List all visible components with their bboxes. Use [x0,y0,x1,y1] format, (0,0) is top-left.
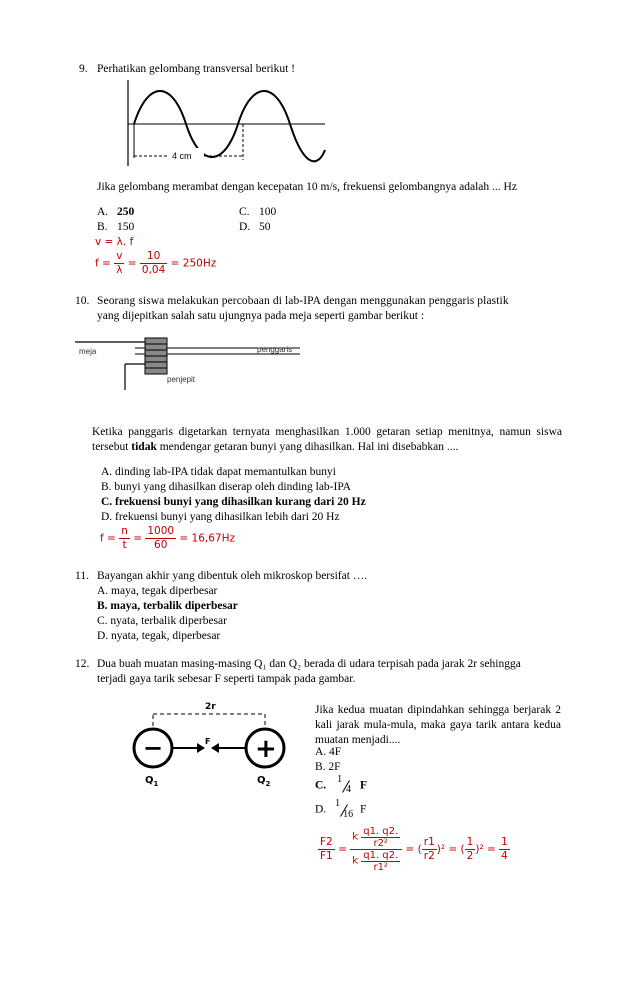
q10-sol-den1: t [122,539,127,551]
q10-para-b: mendengar getaran bunyi yang dihasilkan. Hal ini disebabkan .... [156,441,459,453]
q9-sol-f: f = [95,257,111,270]
q12-sol-r1: r1 [423,836,435,848]
q12-fig-minus: − [143,734,164,762]
q12-option-c [315,776,367,798]
q9-title: Perhatikan gelombang transversal berikut ! [97,63,295,75]
q10-option-c: C. frekuensi bunyi yang dihasilkan kurang dari 20 Hz [101,496,366,508]
q10-sol-num1: n [121,525,128,537]
q9-sol-num2: 10 [140,250,167,264]
q10-line2: yang dijepitkan salah satu ujungnya pada meja seperti gambar berikut : [97,310,425,322]
q10-sol-num2: 1000 [147,525,175,537]
q12-sol-r-top: r2² [373,838,388,849]
q11-number: 11. [75,570,89,582]
q12-fig-F: F [205,737,211,746]
q11-title: Bayangan akhir yang dibentuk oleh mikroskop bersifat …. [97,570,368,582]
q12-sol-r-bot: r1² [373,862,388,873]
q10-sol-eq: = [133,532,142,545]
q12-sol-q-top: q1. q2. [363,826,399,837]
q11-option-c: C. nyata, terbalik diperbesar [97,615,227,627]
q9-solution-formula [95,250,216,278]
q10-sol-f: f = [100,532,116,545]
q12-number: 12. [75,658,90,670]
q10-fig-penggaris: penggaris [257,345,293,354]
q9-option-c-value: 100 [259,206,277,218]
q12-option-a: A. 4F [315,746,342,758]
q10-para-a: Ketika panggaris digetarkan ternyata menghasilkan 1.000 getaran setiap menitnya, namun siswa tersebut [92,426,562,453]
q9-figure-label: 4 cm [172,151,192,161]
q10-fig-penjepit: penjepit [167,375,196,384]
q9-option-b-value: 150 [117,221,135,233]
q12-option-b: B. 2F [315,761,341,773]
q12-fig-plus: + [255,734,277,764]
q12-line1: Dua buah muatan masing-masing Q₁ dan Q₂ berada di udara terpisah pada jarak 2r sehingga [97,658,521,670]
q12-fig-Q2: $Q_2$ [257,775,271,788]
q12-optd-den: 16 [343,809,354,820]
q9-sol-eq: = [127,257,137,270]
q12-sol-2a: 2 [466,850,474,862]
q9-question-text: Jika gelombang merambat dengan kecepatan 10 m/s, frekuensi gelombangnya adalah ... Hz [97,181,517,193]
q10-line1: Seorang siswa melakukan percobaan di lab-IPA dengan menggunakan penggaris plastik [97,295,509,307]
q12-sol-k-top: k [352,831,359,843]
q12-optd-F: F [359,803,367,816]
q12-sol-eq: = [338,843,347,856]
q9-option-a-value: 250 [117,206,135,218]
q12-sol-k-bot: k [352,855,359,867]
q9-number: 9. [79,63,88,75]
q12-sol-4b: 4 [501,850,508,862]
q10-sol-den2: 60 [154,539,168,551]
q12-sol-q-bot: q1. q2. [363,850,399,861]
q10-option-a: A. dinding lab-IPA tidak dapat memantulkan bunyi [101,466,336,478]
q10-number: 10. [75,295,90,307]
q11-option-a: A. maya, tegak diperbesar [97,585,218,597]
q10-option-b: B. bunyi yang dihasilkan diserap oleh dinding lab-IPA [101,481,351,493]
q12-solution-formula [318,826,510,880]
q12-optc-num: 1 [337,774,343,785]
q9-sol-result: = 250Hz [170,257,217,270]
q12-sol-r2: r2 [423,850,435,862]
q12-optc-F: F [359,779,367,792]
q10-paragraph [92,425,562,455]
q9-sol-num1: v [116,250,123,262]
q9-wave-figure [120,78,330,170]
q12-sol-sq2: )² = [475,843,496,856]
q9-sol-den2: 0,04 [141,264,166,276]
q12-optd-num: 1 [335,798,341,809]
q12-sol-F1: F1 [320,850,333,862]
q12-right-text: Jika kedua muatan dipindahkan sehingga berjarak 2 kali jarak mula-mula, maka gaya tarik antara kedua muatan menjadi.... [315,704,561,746]
q12-sol-eq2: = ( [405,843,422,856]
q9-sol-den1: λ [116,264,123,276]
q12-optd-label: D. [315,803,327,816]
q11-option-d: D. nyata, tegak, diperbesar [97,630,221,642]
q12-option-d [315,800,366,822]
q10-solution-formula [100,525,235,553]
q9-solution-line1: v = λ. f [95,236,134,248]
q11-option-b: B. maya, terbalik diperbesar [97,600,238,612]
q9-option-c-label: C. [239,206,250,218]
q12-optc-label: C. [315,779,327,792]
q9-option-d-label: D. [239,221,251,233]
q10-para-bold: tidak [131,441,157,453]
q12-fig-2r: 2r [205,702,216,712]
q9-option-b-label: B. [97,221,108,233]
q9-option-d-value: 50 [259,221,271,233]
q12-charges-figure [125,698,295,793]
q10-ruler-figure [75,330,335,390]
q12-sol-1b: 1 [501,836,508,848]
q12-fig-Q1: $Q_1$ [145,775,159,788]
q10-fig-meja: meja [79,347,97,356]
q12-sol-F2: F2 [320,836,333,848]
q12-sol-1a: 1 [466,836,474,848]
q12-optc-den: 4 [346,784,352,795]
q10-option-d: D. frekuensi bunyi yang dihasilkan lebih dari 20 Hz [101,511,340,523]
q10-sol-result: = 16,67Hz [179,532,236,545]
q12-line2: terjadi gaya tarik sebesar F seperti tampak pada gambar. [97,673,356,685]
q12-sol-sq1: )² = ( [436,843,465,856]
q9-option-a-label: A. [97,206,109,218]
